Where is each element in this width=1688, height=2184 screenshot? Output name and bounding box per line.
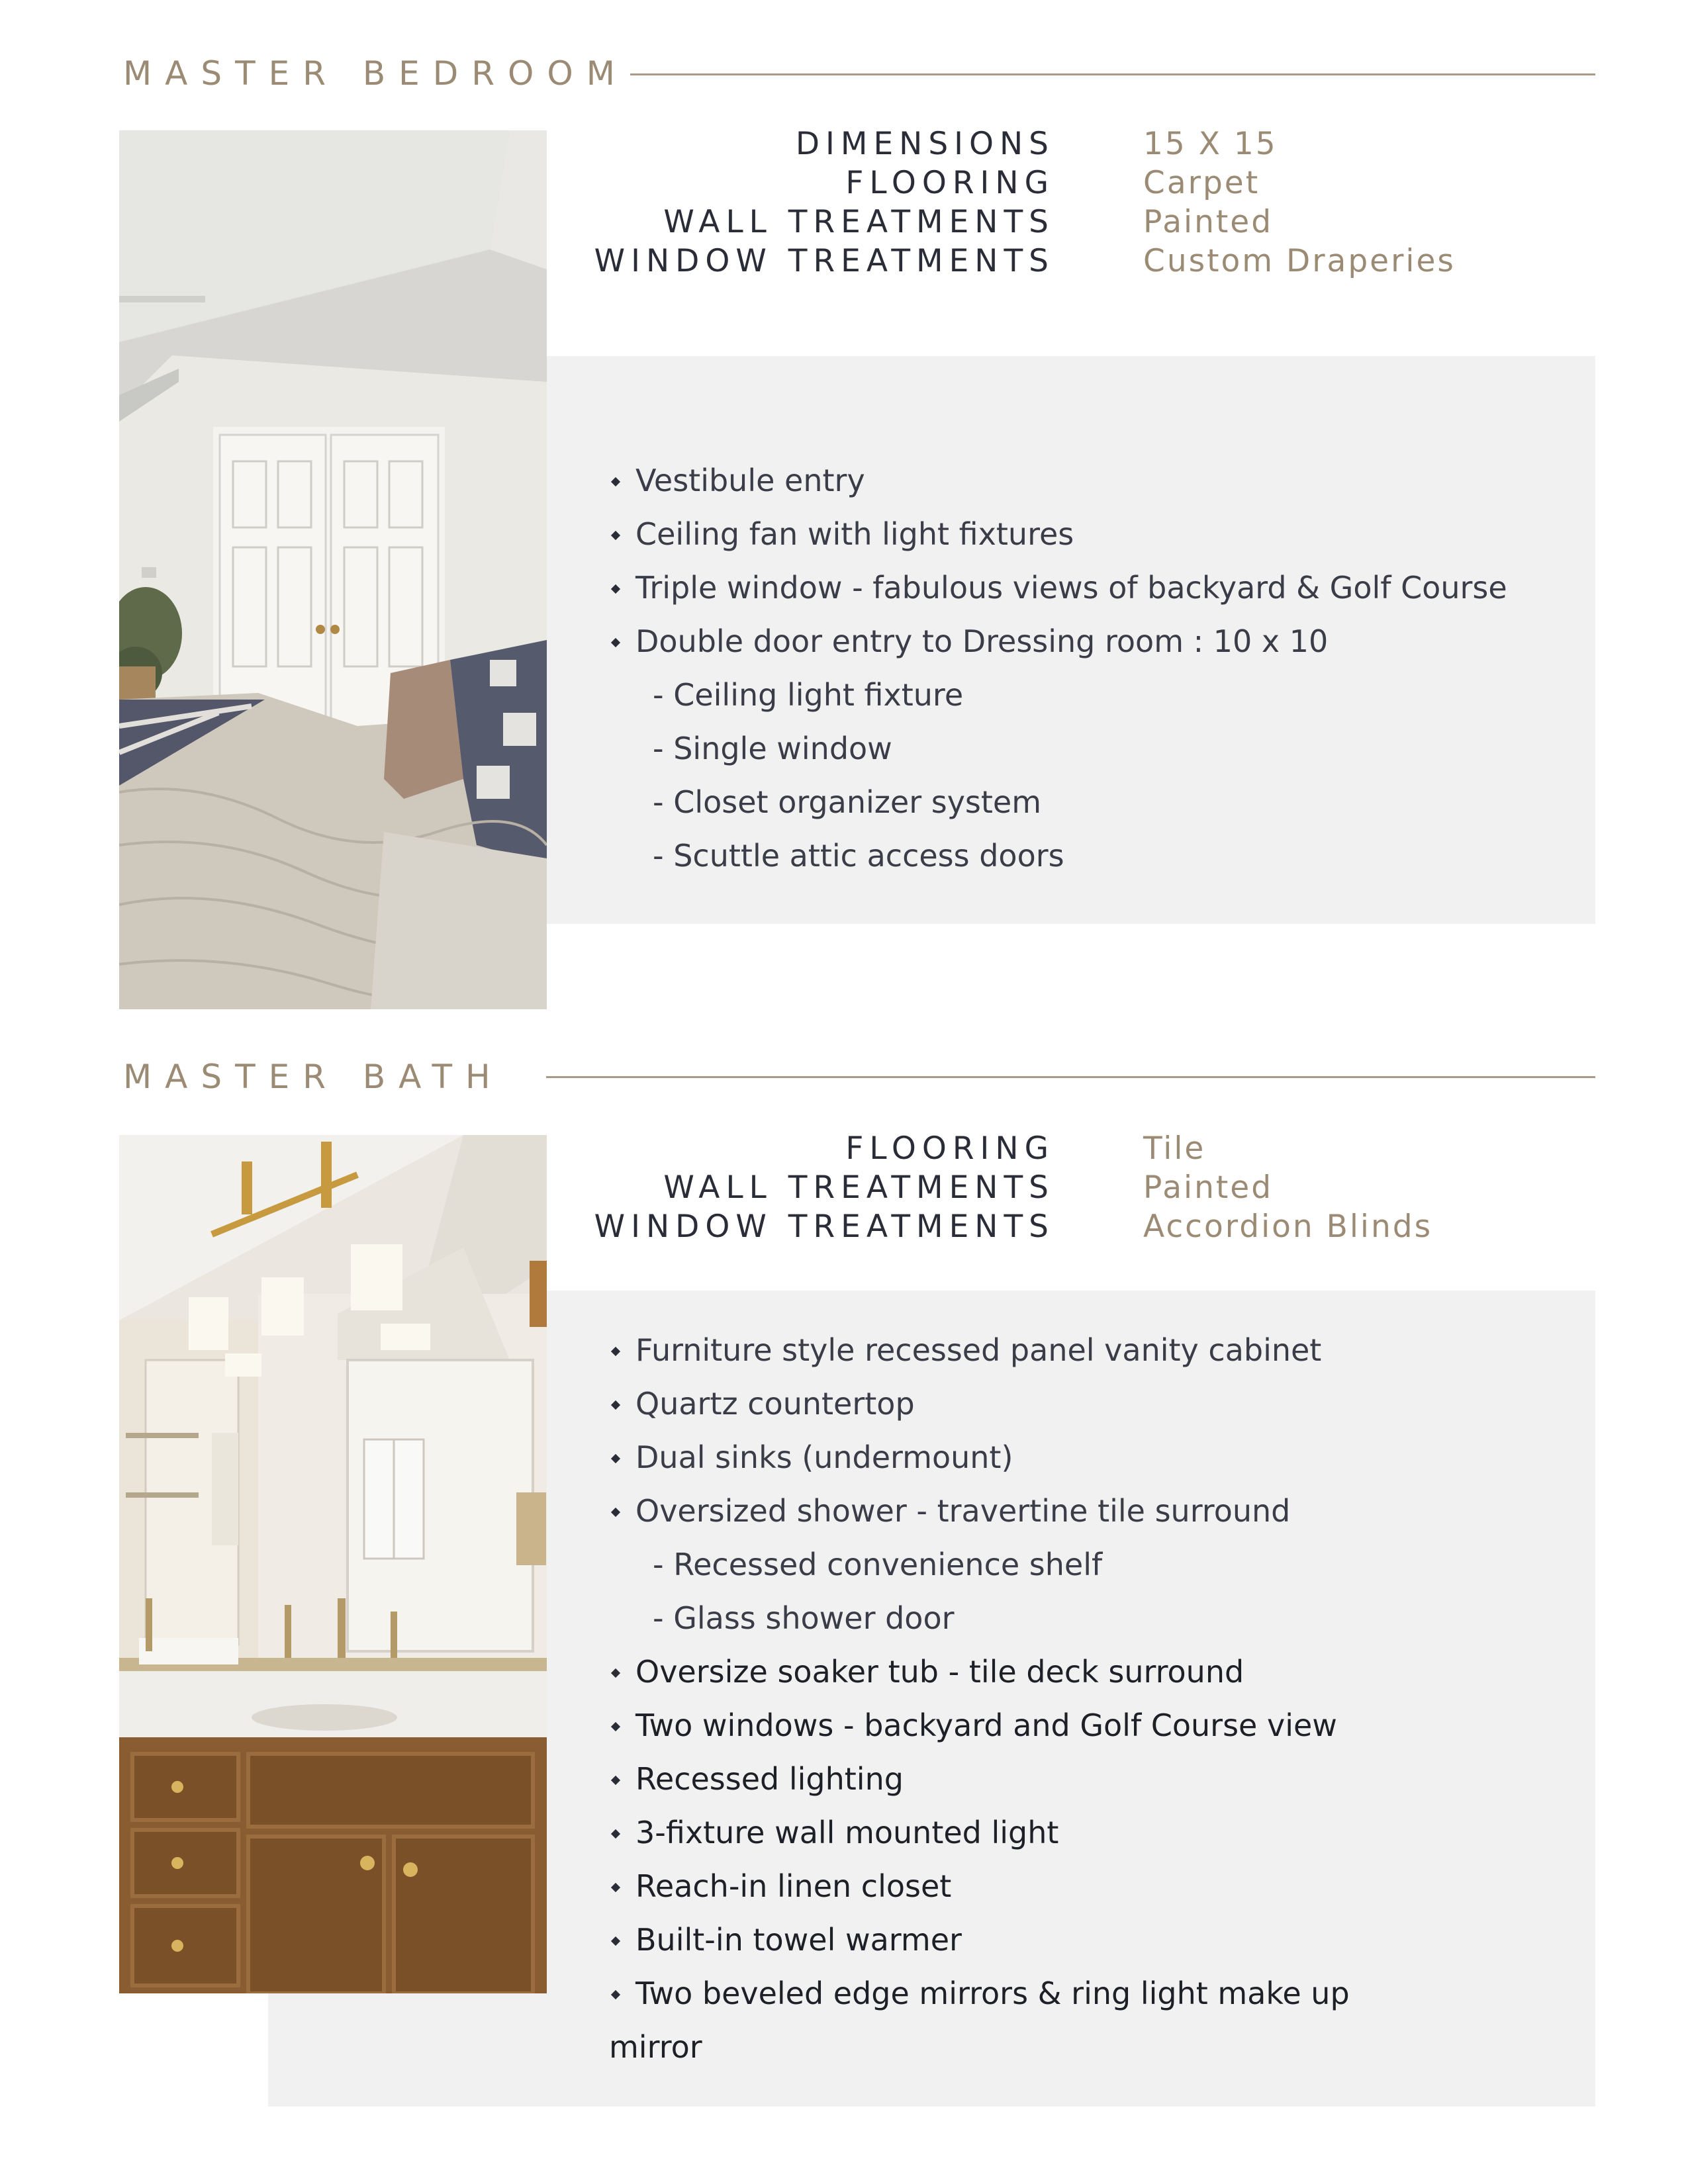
spec-row-wall-treatments	[619, 1169, 1546, 1209]
list-item: Vestibule entry	[609, 454, 1589, 508]
list-item: Triple window - fabulous views of backyard & Golf Course	[609, 561, 1589, 615]
spec-label: DIMENSIONS	[795, 126, 1055, 162]
bath-section-title: MASTER BATH	[123, 1058, 504, 1096]
list-item: 3-fixture wall mounted light	[609, 1806, 1589, 1860]
spec-value: Carpet	[1143, 165, 1260, 201]
list-item: Double door entry to Dressing room : 10 x 10	[609, 615, 1589, 668]
list-item: Reach-in linen closet	[609, 1860, 1589, 1913]
list-item: Furniture style recessed panel vanity cabinet	[609, 1324, 1589, 1377]
list-item: Two beveled edge mirrors & ring light make up	[609, 1967, 1589, 2021]
list-subitem: - Single window	[653, 731, 892, 766]
spec-value: Custom Draperies	[1143, 243, 1456, 279]
list-subitem: - Scuttle attic access doors	[653, 838, 1064, 874]
spec-label: FLOORING	[845, 1130, 1055, 1167]
bath-photo	[119, 1135, 547, 1993]
spec-label: FLOORING	[845, 165, 1055, 201]
list-item-continuation: mirror	[609, 2029, 702, 2065]
list-item: Dual sinks (undermount)	[609, 1431, 1589, 1484]
spec-value: Tile	[1143, 1130, 1206, 1167]
list-subitem: - Closet organizer system	[653, 784, 1042, 820]
spec-row-window-treatments	[594, 243, 1546, 283]
list-item: Oversize soaker tub - tile deck surround	[609, 1645, 1589, 1699]
list-item: Oversized shower - travertine tile surround	[609, 1484, 1589, 1538]
spec-row-window-treatments	[594, 1208, 1546, 1248]
list-subitem: - Ceiling light fixture	[653, 677, 964, 713]
list-item: Ceiling fan with light fixtures	[609, 508, 1589, 561]
spec-row-flooring	[619, 1130, 1546, 1170]
spec-row-dimensions	[619, 126, 1546, 165]
bath-title-rule	[546, 1076, 1595, 1078]
spec-value: Painted	[1143, 204, 1274, 240]
spec-label: WALL TREATMENTS	[663, 1169, 1055, 1206]
spec-label: WINDOW TREATMENTS	[594, 1208, 1055, 1245]
list-item: Two windows - backyard and Golf Course view	[609, 1699, 1589, 1752]
spec-label: WINDOW TREATMENTS	[594, 243, 1055, 279]
spec-value: Painted	[1143, 1169, 1274, 1206]
bath-feature-list	[609, 1324, 1589, 2074]
bedroom-specs	[594, 126, 1546, 298]
spec-value: Accordion Blinds	[1143, 1208, 1433, 1245]
list-subitem: - Glass shower door	[653, 1600, 955, 1636]
list-item: Quartz countertop	[609, 1377, 1589, 1431]
list-item: Recessed lighting	[609, 1752, 1589, 1806]
list-item: Built-in towel warmer	[609, 1913, 1589, 1967]
spec-row-wall-treatments	[619, 204, 1546, 244]
spec-label: WALL TREATMENTS	[663, 204, 1055, 240]
bath-specs	[594, 1130, 1546, 1263]
spec-value: 15 X 15	[1143, 126, 1278, 162]
list-subitem: - Recessed convenience shelf	[653, 1547, 1103, 1582]
bedroom-title-rule	[630, 73, 1595, 75]
bedroom-section-title: MASTER BEDROOM	[123, 54, 628, 93]
bedroom-feature-list	[609, 454, 1589, 883]
spec-row-flooring	[619, 165, 1546, 205]
